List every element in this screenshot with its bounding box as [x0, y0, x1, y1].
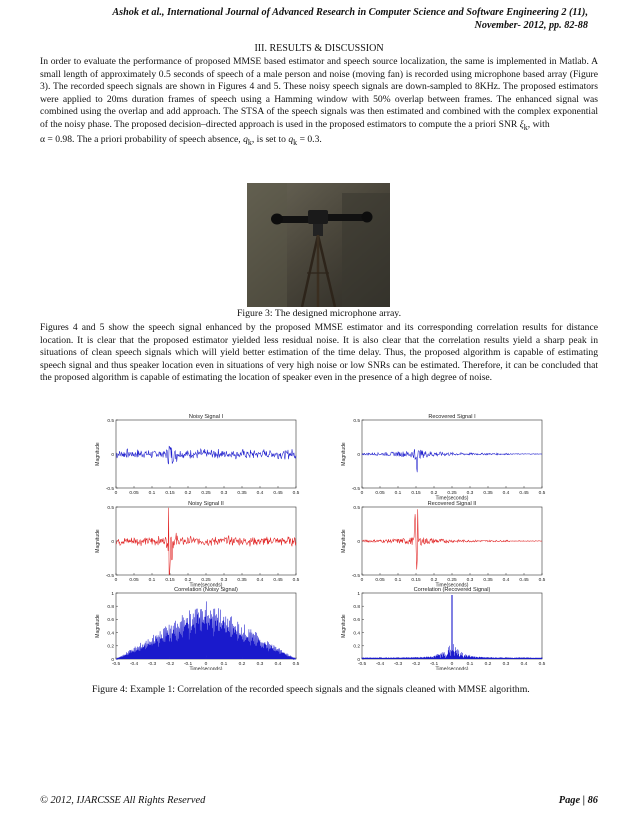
corr_noisy-ytick: 0.8 — [107, 605, 114, 610]
figure-4 — [80, 412, 570, 670]
rec2-xtick: 0.4 — [502, 578, 510, 583]
set-to-text: , is set to — [251, 134, 289, 146]
noisy1-ylabel: Magnitude — [95, 442, 101, 466]
noisy1-ytick: -0.5 — [105, 486, 114, 492]
header-line-1: Ashok et al., International Journal of Advanced Research in Computer Science and Software Engineering 2 (11), — [112, 7, 588, 18]
rec2-xlabel: Time(seconds) — [435, 582, 469, 589]
noisy1-xtick: 0.35 — [237, 491, 247, 496]
rec2-xtick: 0 — [360, 578, 364, 583]
xi-subscript: k — [523, 122, 528, 132]
corr_noisy-xtick: -0.4 — [129, 662, 139, 667]
corr_rec-xtick: 0.2 — [484, 662, 492, 667]
rec2-ytick: -0.5 — [351, 573, 360, 579]
rec2-xtick: 0.15 — [411, 578, 421, 583]
noisy2-ylabel: Magnitude — [95, 529, 101, 553]
rec1-ytick: 0 — [357, 452, 360, 458]
rec2-xtick: 0.05 — [375, 578, 385, 583]
noisy1-xtick: 0.1 — [148, 491, 156, 496]
after-xi-text: , with — [527, 118, 550, 130]
rec1-xtick: 0.2 — [430, 491, 438, 496]
rec1-xtick: 0.5 — [538, 491, 546, 496]
noisy1-xtick: 0.3 — [220, 491, 228, 496]
corr_rec-title: Correlation (Recovered Signal) — [413, 587, 491, 593]
rec2-ytick: 0.5 — [353, 505, 360, 511]
noisy2-xtick: 0 — [114, 578, 118, 583]
q-subscript-2: k — [293, 138, 298, 148]
noisy1-xtick: 0.45 — [273, 491, 283, 496]
corr_rec-axes — [362, 593, 542, 659]
corr_rec-xtick: 0.5 — [538, 662, 546, 667]
q-symbol-2: q — [288, 134, 294, 146]
paragraph-methods-mid: . The a priori probability of speech absence, — [72, 134, 244, 146]
noisy1-ytick: 0 — [111, 452, 114, 458]
noisy2-ytick: 0 — [111, 539, 114, 545]
noisy1-title: Noisy Signal I — [188, 414, 224, 420]
rec1-ylabel: Magnitude — [341, 442, 347, 466]
rec2-ytick: 0 — [357, 539, 360, 545]
noisy2-xtick: 0.25 — [201, 578, 211, 583]
corr_noisy-xtick: 0.4 — [274, 662, 282, 667]
corr_rec-xtick: -0.3 — [393, 662, 403, 667]
corr_rec-xtick: 0 — [450, 662, 454, 667]
rec1-time-label: Time(seconds) — [435, 495, 469, 502]
figure-3-caption: Figure 3: The designed microphone array. — [236, 308, 402, 319]
noisy1-xtick: 0.15 — [165, 491, 175, 496]
noisy2-xtick: 0.1 — [148, 578, 156, 583]
rec1-xtick: 0.3 — [466, 491, 474, 496]
corr_rec-xtick: -0.1 — [429, 662, 439, 667]
noisy1-xtick: 0.5 — [292, 491, 300, 496]
noisy1-xtick: 0.05 — [129, 491, 139, 496]
q-subscript-1: k — [247, 138, 252, 148]
noisy2-title: Noisy Signal II — [188, 501, 224, 507]
rec1-xtick: 0.45 — [519, 491, 529, 496]
paragraph-methods-body: In order to evaluate the performance of proposed MMSE based estimator and speech source localization, the same is implemented in Matlab. A small length of approximately 0.5 seconds of speech of a male person and noise (moving fan) is recorded using microphone based array (Figure 3). The recorded speech signals are shown in Figures 4 and 5. These noisy speech signals are down-sampled to 8KHz. The proposed estimators were applied to 20ms duration frames of speech using a Hamming window with 50% overlap between frames. The enhanced signal was combined using the overlap and add approach. The STSA of the speech signals was then estimated and combined with the complex exponential of the noisy phase. The proposed decision–directed approach is used in the proposed estimators to compute the a priori SNR — [40, 56, 598, 130]
corr_noisy-xtick: 0.2 — [238, 662, 246, 667]
rec2-xtick: 0.5 — [538, 578, 546, 583]
corr_rec-ytick: 0 — [357, 657, 360, 663]
corr_rec-xtick: 0.1 — [466, 662, 474, 667]
corr_noisy-xtick: 0.5 — [292, 662, 300, 667]
rec2-ylabel: Magnitude — [341, 529, 347, 553]
footer-copyright: © 2012, IJARCSSE All Rights Reserved — [40, 795, 206, 806]
noisy2-ytick: 0.5 — [107, 505, 114, 511]
noisy2-xtick: 0.15 — [165, 578, 175, 583]
noisy2-xtick: 0.4 — [256, 578, 264, 583]
microphone-array-photo — [247, 183, 390, 307]
corr_rec-xtick: -0.2 — [411, 662, 421, 667]
rec2-xtick: 0.35 — [483, 578, 493, 583]
alpha-equation: α = 0.98 — [40, 134, 73, 146]
corr_noisy-xtick: -0.5 — [111, 662, 121, 667]
rec1-xtick: 0.25 — [447, 491, 457, 496]
noisy1-xtick: 0 — [114, 491, 118, 496]
paragraph-methods — [40, 56, 598, 150]
noisy1-ytick: 0.5 — [107, 418, 114, 424]
rec1-title: Recovered Signal I — [428, 414, 476, 420]
rec1-xtick: 0.35 — [483, 491, 493, 496]
rec1-xtick: 0.4 — [502, 491, 510, 496]
rec2-xtick: 0.1 — [394, 578, 402, 583]
corr_noisy-xlabel: Time(seconds) — [189, 666, 223, 670]
corr_rec-xtick: -0.4 — [375, 662, 385, 667]
corr_rec-xtick: 0.3 — [502, 662, 510, 667]
rec1-ytick: 0.5 — [353, 418, 360, 424]
noisy1-xtick: 0.25 — [201, 491, 211, 496]
corr_noisy-ytick: 0.2 — [107, 644, 114, 650]
corr_noisy-ytick: 0.4 — [107, 631, 114, 637]
microphone-array-illustration — [247, 183, 390, 307]
rec2-title: Recovered Signal II — [427, 501, 477, 507]
noisy2-xtick: 0.2 — [184, 578, 192, 583]
noisy2-xtick: 0.05 — [129, 578, 139, 583]
rec1-xtick: 0.05 — [375, 491, 385, 496]
rec2-xtick: 0.2 — [430, 578, 438, 583]
corr_noisy-xtick: 0.1 — [220, 662, 228, 667]
noisy2-xtick: 0.5 — [292, 578, 300, 583]
corr_noisy-xtick: -0.3 — [147, 662, 157, 667]
noisy2-xtick: 0.3 — [220, 578, 228, 583]
corr_noisy-ytick: 0 — [111, 657, 114, 663]
corr_rec-ytick: 0.8 — [353, 605, 360, 610]
noisy2-xtick: 0.35 — [237, 578, 247, 583]
q-symbol-1: q — [243, 134, 248, 146]
running-header — [60, 6, 588, 32]
rec1-xtick: 0 — [360, 491, 364, 496]
header-line-2: November- 2012, pp. 82-88 — [474, 20, 588, 31]
figure-4-caption: Figure 4: Example 1: Correlation of the recorded speech signals and the signals cleaned with MMSE algorithm. — [92, 684, 530, 695]
corr_noisy-ytick: 0.6 — [107, 618, 114, 624]
corr_rec-ytick: 0.6 — [353, 618, 360, 624]
figure-4-plots — [80, 412, 570, 670]
corr_rec-xlabel: Time(seconds) — [435, 666, 469, 670]
corr_rec-ytick: 1 — [357, 591, 360, 597]
footer-page-number: Page | 86 — [558, 795, 598, 806]
corr_rec-ytick: 0.2 — [353, 644, 360, 650]
corr_rec-xtick: -0.5 — [357, 662, 367, 667]
xi-symbol: ξ — [519, 118, 524, 130]
corr_noisy-xtick: -0.1 — [183, 662, 193, 667]
noisy2-xtick: 0.45 — [273, 578, 283, 583]
rec1-xtick: 0.1 — [394, 491, 402, 496]
corr_rec-xtick: 0.4 — [520, 662, 528, 667]
corr_noisy-xtick: 0.3 — [256, 662, 264, 667]
paragraph-results: Figures 4 and 5 show the speech signal enhanced by the proposed MMSE estimator and its corresponding correlation results for distance location. It is clear that the proposed estimator yielded less residual noise. It is also clear that the correlation results yield a sharp peak in situations of clean speech signals which will yield better estimation of the time delay. Thus, the proposed algorithm is capable of estimating speech signal and thus speaker location even in situations of very high noise or low SNRs can be estimated. Therefore, it can be concluded that the proposed algorithm is capable of estimating the location of speaker even in the presence of a high degree of noise. — [40, 322, 598, 384]
rec2-xtick: 0.25 — [447, 578, 457, 583]
noisy2-xlabel: Time(seconds) — [189, 582, 223, 589]
corr_noisy-xtick: -0.2 — [165, 662, 175, 667]
corr_noisy-ytick: 1 — [111, 591, 114, 597]
corr_rec-ylabel: Magnitude — [341, 614, 347, 638]
corr_noisy-title: Correlation (Noisy Signal) — [174, 587, 238, 593]
corr_noisy-xtick: 0 — [204, 662, 208, 667]
corr_rec-ytick: 0.4 — [353, 631, 360, 637]
rec1-ytick: -0.5 — [351, 486, 360, 492]
noisy2-ytick: -0.5 — [105, 573, 114, 579]
rec2-xtick: 0.45 — [519, 578, 529, 583]
q-equation: = 0.3. — [297, 134, 322, 146]
noisy1-xtick: 0.4 — [256, 491, 264, 496]
section-heading: III. RESULTS & DISCUSSION — [254, 43, 384, 54]
noisy1-xtick: 0.2 — [184, 491, 192, 496]
rec2-xtick: 0.3 — [466, 578, 474, 583]
corr_noisy-ylabel: Magnitude — [95, 614, 101, 638]
rec1-xtick: 0.15 — [411, 491, 421, 496]
